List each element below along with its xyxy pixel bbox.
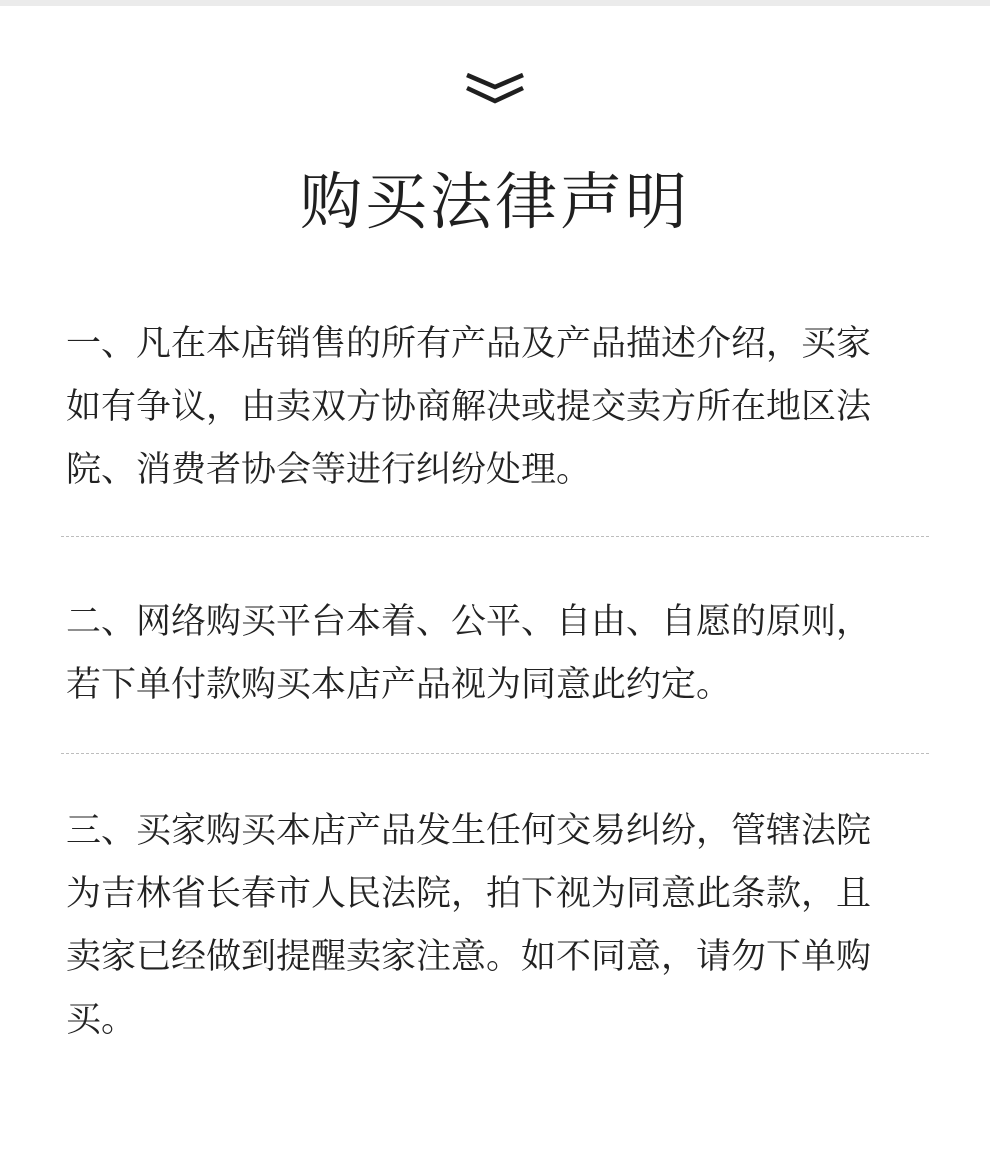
clause-1 <box>66 313 930 502</box>
clause-1-line-2: 如有争议，由卖双方协商解决或提交卖方所在地区法 <box>66 387 872 427</box>
top-strip <box>0 0 990 6</box>
clause-1-line-3: 院、消费者协会等进行纠纷处理。 <box>66 450 592 490</box>
double-chevron-down-icon <box>464 72 526 106</box>
clause-3-line-4: 买。 <box>66 1000 137 1040</box>
clause-3-line-1: 三、买家购买本店产品发生任何交易纠纷，管辖法院 <box>66 811 872 851</box>
clause-2-line-1: 二、网络购买平台本着、公平、自由、自愿的原则， <box>66 602 872 642</box>
page-title: 购买法律声明 <box>299 165 690 238</box>
clause-2 <box>66 591 930 717</box>
divider <box>61 753 929 754</box>
clause-3 <box>66 800 930 1052</box>
clause-1-line-1: 一、凡在本店销售的所有产品及产品描述介绍，买家 <box>66 324 872 364</box>
clause-2-line-2: 若下单付款购买本店产品视为同意此约定。 <box>66 665 732 705</box>
clause-3-line-2: 为吉林省长春市人民法院，拍下视为同意此条款，且 <box>66 874 872 914</box>
clause-3-line-3: 卖家已经做到提醒卖家注意。如不同意，请勿下单购 <box>66 937 872 977</box>
divider <box>61 536 929 537</box>
